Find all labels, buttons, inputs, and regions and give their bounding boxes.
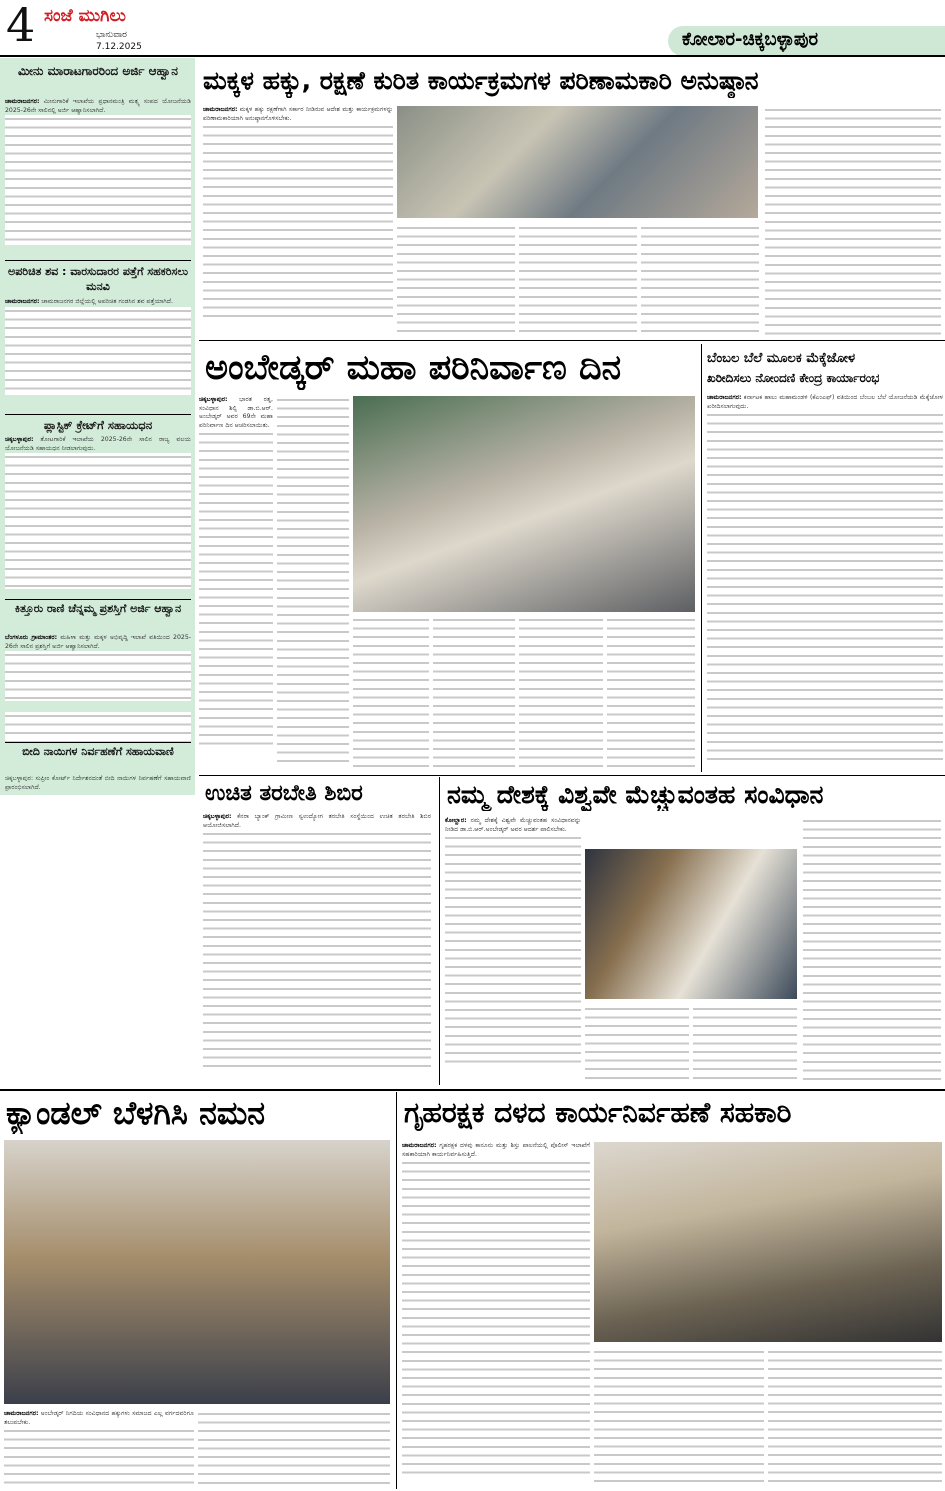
dateline: ಚಾಮರಾಜನಗರ: xyxy=(5,298,40,305)
article-body-col xyxy=(433,616,515,768)
article-ambedkar xyxy=(199,344,697,774)
article-training xyxy=(199,777,435,1087)
article-candle xyxy=(0,1092,393,1491)
logo-text: ಸಂಜೆ ಮುಗಿಲು xyxy=(44,6,126,26)
article-body-col xyxy=(641,224,759,336)
tribute-photo xyxy=(4,1140,390,1404)
lead-text: ಭಾರತ ರತ್ನ, ಸಂವಿಧಾನ ಶಿಲ್ಪಿ ಡಾ.ಬಿ.ಆರ್. ಅಂಬೇಡ್ಕರ್ ಅವರ 69ನೇ ಮಹಾ ಪರಿನಿರ್ವಾಣ ದಿನ ಆಚರಿಸಲಾಯಿತು. xyxy=(199,396,273,429)
sidebar-article-body xyxy=(5,634,191,707)
band-divider xyxy=(199,775,945,776)
article-body-col xyxy=(765,106,941,336)
sidebar-headline: ಬೀದಿ ನಾಯಿಗಳ ನಿರ್ವಹಣೆಗೆ ಸಹಾಯವಾಣಿ xyxy=(22,745,174,758)
article-body-col xyxy=(519,224,637,336)
headline-line-2: ಖರೀದಿಸಲು ನೋಂದಣಿ ಕೇಂದ್ರ ಕಾರ್ಯಾರಂಭ xyxy=(707,371,880,385)
dateline: ಚಾಮರಾಜನಗರ: xyxy=(707,394,742,401)
dateline: ಬೆಂಗಳೂರು ಗ್ರಾಮಾಂತರ: xyxy=(5,634,58,641)
article-body-col xyxy=(803,817,941,1081)
article-body-col xyxy=(768,1348,942,1488)
article-body-col xyxy=(594,1348,764,1488)
sidebar-headline: ಕಿತ್ತೂರು ರಾಣಿ ಚೆನ್ನಮ್ಮ ಪ್ರಶಸ್ತಿಗೆ ಅರ್ಜಿ ಆಹ್ವಾನ xyxy=(14,602,182,615)
section-title: ಕೋಲಾರ-ಚಿಕ್ಕಬಳ್ಳಾಪುರ xyxy=(682,29,819,50)
dateline: ಚಾಮರಾಜನಗರ: xyxy=(5,98,40,105)
article-body xyxy=(4,1410,194,1488)
article-body xyxy=(203,813,431,1081)
divider xyxy=(5,742,191,743)
article-body xyxy=(707,394,943,770)
lead-text: ಮಹಿಳಾ ಮತ್ತು ಮಕ್ಕಳ ಅಭಿವೃದ್ಧಿ ಇಲಾಖೆ ವತಿಯಿಂದ 2025-26ನೇ ಸಾಲಿನ ಪ್ರಶಸ್ತಿಗೆ ಅರ್ಜಿ ಆಹ್ವಾನಿಸಲಾಗಿದೆ. xyxy=(5,634,191,650)
headline: ಗೃಹರಕ್ಷಕ ದಳದ ಕಾರ್ಯನಿರ್ವಹಣೆ ಸಹಕಾರಿ xyxy=(404,1096,792,1129)
masthead-rule xyxy=(0,55,945,57)
divider xyxy=(701,344,702,772)
article-body xyxy=(445,817,581,1081)
sidebar-column xyxy=(5,62,191,707)
divider xyxy=(439,777,440,1085)
divider xyxy=(5,599,191,600)
sidebar-headline: ಮೀನು ಮಾರಾಟಗಾರರಿಂದ ಅರ್ಜಿ ಆಹ್ವಾನ xyxy=(18,64,178,78)
ceremony-photo xyxy=(594,1142,942,1342)
headline: ನಮ್ಮ ದೇಶಕ್ಕೆ ವಿಶ್ವವೇ ಮೆಚ್ಚುವಂತಹ ಸಂವಿಧಾನ xyxy=(447,780,824,809)
issue-day: ಭಾನುವಾರ xyxy=(96,30,127,40)
headline-line-1: ಬೆಂಬಲ ಬೆಲೆ ಮೂಲಕ ಮೆಕ್ಕೆಜೋಳ xyxy=(707,351,856,366)
page-number: 4 xyxy=(6,0,36,52)
group-photo xyxy=(353,396,695,612)
logo xyxy=(44,6,194,30)
meeting-photo xyxy=(397,106,758,218)
divider xyxy=(5,260,191,261)
sidebar-article-body xyxy=(5,436,191,596)
sidebar-article-body xyxy=(5,298,191,410)
sidebar-column-lower xyxy=(5,712,191,794)
article-body-col xyxy=(693,1005,797,1081)
headline: ಉಚಿತ ತರಬೇತಿ ಶಿಬಿರ xyxy=(205,781,363,806)
sidebar-article-body xyxy=(5,98,191,256)
band-divider xyxy=(0,1089,945,1091)
dateline: ಚಿಕ್ಕಬಳ್ಳಾಪುರ: xyxy=(5,436,34,443)
headline: ಮಕ್ಕಳ ಹಕ್ಕು, ರಕ್ಷಣೆ ಕುರಿತ ಕಾರ್ಯಕ್ರಮಗಳ ಪರಿಣಾಮಕಾರಿ ಅನುಷ್ಠಾನ xyxy=(203,66,759,95)
sidebar-article-body xyxy=(5,775,191,794)
lead-text: ತೋಟಗಾರಿಕೆ ಇಲಾಖೆಯ 2025-26ನೇ ಸಾಲಿನ ರಾಜ್ಯ ವಲಯ ಯೋಜನೆಯಡಿ ಸಹಾಯಧನ ನೀಡಲಾಗುವುದು. xyxy=(5,436,191,452)
article-body-col xyxy=(607,616,695,768)
issue-date: 7.12.2025 xyxy=(96,42,142,52)
sidebar-headline: ಅಪರಿಚಿತ ಶವ : ವಾರಸುದಾರರ ಪತ್ತೆಗೆ ಸಹಕರಿಸಲು ಮನವಿ xyxy=(7,265,189,293)
sidebar-article-body xyxy=(5,712,191,742)
article-homeguards xyxy=(396,1092,945,1491)
divider xyxy=(5,414,191,415)
article-body-col xyxy=(519,616,603,768)
masthead xyxy=(0,0,945,56)
lead-text: ಕೆನರಾ ಬ್ಯಾಂಕ್ ಗ್ರಾಮೀಣ ಸ್ವಉದ್ಯೋಗ ತರಬೇತಿ ಸಂಸ್ಥೆಯಿಂದ ಉಚಿತ ತರಬೇತಿ ಶಿಬಿರ ಆಯೋಜಿಸಲಾಗಿದೆ. xyxy=(203,813,431,829)
dateline: ಚಾಮರಾಜನಗರ: xyxy=(203,106,238,113)
article-body-col xyxy=(353,616,429,768)
article-constitution xyxy=(439,777,945,1087)
headline: ಕ್ಯಾಂಡಲ್ ಬೆಳಗಿಸಿ ನಮನ xyxy=(6,1094,266,1132)
lead-text: ಚಾಮರಾಜನಗರ ಜಿಲ್ಲೆಯಲ್ಲಿ ಅಪರಿಚಿತ ಗಂಡಸಿನ ಶವ ಪತ್ತೆಯಾಗಿದೆ. xyxy=(41,298,173,305)
portrait-photo xyxy=(585,849,797,999)
article-body-col xyxy=(277,396,349,768)
headline: ಅಂಬೇಡ್ಕರ್ ಮಹಾ ಪರಿನಿರ್ವಾಣ ದಿನ xyxy=(205,348,622,388)
article-body xyxy=(402,1142,590,1488)
section-title-bar xyxy=(668,26,945,56)
dateline: ಚಿಕ್ಕಬಳ್ಳಾಪುರ: xyxy=(199,396,228,403)
article-procurement xyxy=(701,344,945,774)
lead-text: ಚಿಕ್ಕಬಳ್ಳಾಪುರ: ಸುಪ್ರೀಂ ಕೋರ್ಟ್ ನಿರ್ದೇಶನದಂತೆ ಬೀದಿ ನಾಯಿಗಳ ನಿರ್ವಹಣೆಗೆ ಸಹಾಯವಾಣಿ ಪ್ರಾರಂಭಿಸಲಾಗಿದೆ. xyxy=(5,775,191,791)
article-body-col xyxy=(198,1410,390,1488)
lead-text: ಗೃಹರಕ್ಷಕ ದಳವು ಕಾನೂನು ಮತ್ತು ಶಿಸ್ತು ಪಾಲನೆಯಲ್ಲಿ ಪೊಲೀಸ್ ಇಲಾಖೆಗೆ ಸಹಕಾರಿಯಾಗಿ ಕಾರ್ಯನಿರ್ವಹಿಸುತ್ತಿದೆ. xyxy=(402,1142,590,1158)
dateline: ಚಾಮರಾಜನಗರ: xyxy=(402,1142,437,1149)
article-body xyxy=(199,396,273,768)
article-child-rights xyxy=(199,58,945,342)
article-body-col xyxy=(585,1005,689,1081)
sidebar-headline: ಪ್ಲಾಸ್ಟಿಕ್ ಕ್ರೇಟ್‌ಗೆ ಸಹಾಯಧನ xyxy=(43,418,153,432)
dateline: ಕೋಲ್ಹಾರ: xyxy=(445,817,467,824)
lead-text: ಮೀನುಗಾರಿಕೆ ಇಲಾಖೆಯ ಪ್ರಧಾನಮಂತ್ರಿ ಮತ್ಸ್ಯ ಸಂಪದ ಯೋಜನೆಯಡಿ 2025-26ನೇ ಸಾಲಿನಲ್ಲಿ ಅರ್ಜಿ ಆಹ್ವಾನಿಸಲಾಗಿದೆ. xyxy=(5,98,191,114)
lead-text: ಅಂಬೇಡ್ಕರ್ ನಿಗದಿಯ ಸಂವಿಧಾನದ ಹಕ್ಕುಗಳು ಸಮಾಜದ ಎಲ್ಲ ವರ್ಗದವರಿಗೂ ತಲುಪಬೇಕು. xyxy=(4,1410,194,1426)
article-body xyxy=(203,106,393,336)
lead-text: ಕರ್ನಾಟಕ ಹಾಲು ಮಹಾಮಂಡಳಿ (ಕೆಎಂಎಫ್) ವತಿಯಿಂದ ಬೆಂಬಲ ಬೆಲೆ ಯೋಜನೆಯಡಿ ಮೆಕ್ಕೆಜೋಳ ಖರೀದಿಸಲಾಗುವುದು. xyxy=(707,394,943,410)
divider xyxy=(396,1092,397,1489)
lead-text: ಮಕ್ಕಳ ಹಕ್ಕು ರಕ್ಷಣೆಗಾಗಿ ಸರ್ಕಾರ ನೀಡಿರುವ ಆದೇಶ ಮತ್ತು ಕಾರ್ಯಕ್ರಮಗಳನ್ನು ಪರಿಣಾಮಕಾರಿಯಾಗಿ ಅನುಷ್ಠಾನಗೊಳಿಸಬೇಕು. xyxy=(203,106,393,122)
divider xyxy=(199,340,945,341)
article-body-col xyxy=(397,224,515,336)
lead-text: ನಮ್ಮ ದೇಶಕ್ಕೆ ವಿಶ್ವವೇ ಮೆಚ್ಚುವಂತಹ ಸಂವಿಧಾನವನ್ನು ನೀಡಿದ ಡಾ.ಬಿ.ಆರ್.ಅಂಬೇಡ್ಕರ್ ಅವರ ಆದರ್ಶ ಪಾಲಿಸಬೇಕು. xyxy=(445,817,581,833)
dateline: ಚಾಮರಾಜನಗರ: xyxy=(4,1410,39,1417)
dateline: ಚಿಕ್ಕಬಳ್ಳಾಪುರ: xyxy=(203,813,232,820)
